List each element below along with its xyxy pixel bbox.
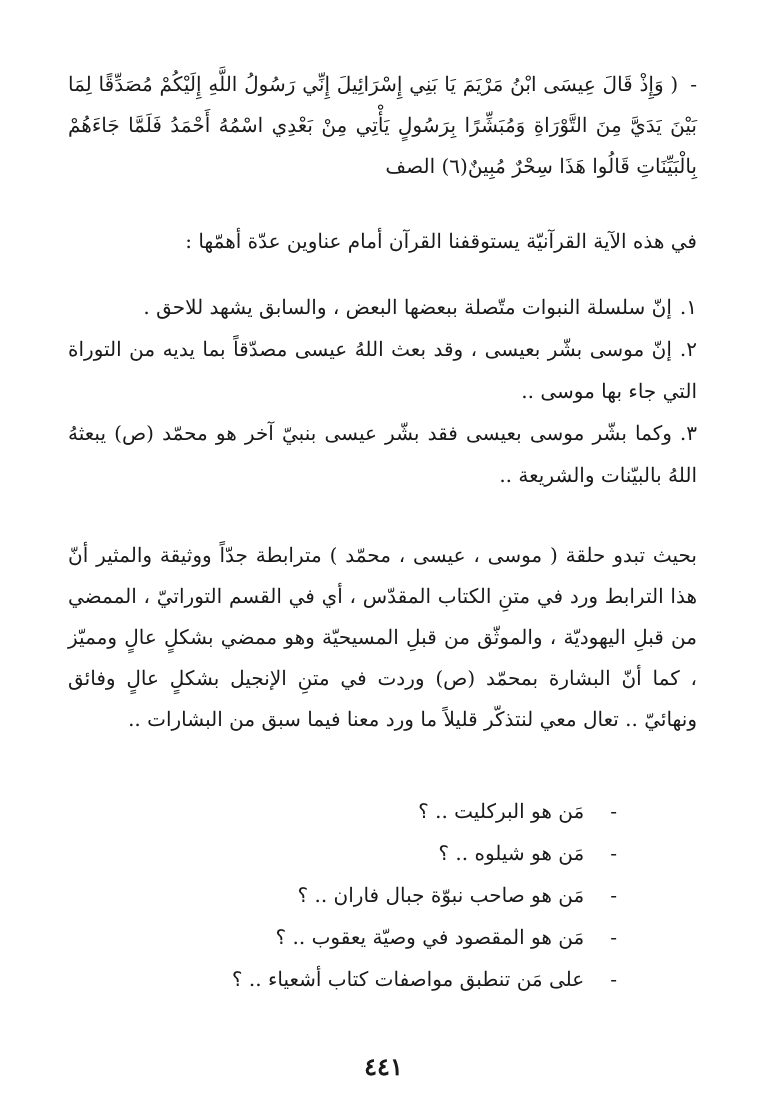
question-list [232,790,617,1000]
numbered-points [68,286,697,496]
point-text: وكما بشّر موسى بعيسى فقد بشّر عيسى بنبيّ آخر هو محمّد (ص) يبعثهُ اللهُ بالبيّنات والشريعة .. [68,421,697,487]
list-item [232,958,617,1000]
question-dash: - [610,925,617,949]
point-text: إنّ موسى بشّر بعيسى ، وقد بعث اللهُ عيسى مصدّقاً بما يديه من التوراة التي جاء بها موسى .. [68,337,697,403]
point-number: ٣. [679,421,697,445]
point-number: ٢. [679,337,697,361]
question-dash: - [610,799,617,823]
question-text: مَن هو المقصود في وصيّة يعقوب .. ؟ [275,925,585,949]
verse-dash: - [690,72,697,96]
question-text: على مَن تنطبق مواصفات كتاب أشعياء .. ؟ [231,967,585,991]
list-item [232,832,617,874]
question-dash: - [610,967,617,991]
list-item [68,328,697,412]
question-text: مَن هو البركليت .. ؟ [418,799,585,823]
list-item [68,412,697,496]
question-text: مَن هو شيلوه .. ؟ [438,841,585,865]
point-number: ١. [679,295,697,319]
question-dash: - [610,841,617,865]
point-text: إنّ سلسلة النبوات متّصلة ببعضها البعض ، والسابق يشهد للاحق . [143,295,672,319]
verse-text: ( وَإِذْ قَالَ عِيسَى ابْنُ مَرْيَمَ يَا بَنِي إِسْرَائِيلَ إِنِّي رَسُولُ اللَّهِ إِلَيْكُمْ مُصَدِّقًا لِمَا بَيْنَ يَدَيَّ مِنَ التَّوْرَاةِ وَمُبَشِّرًا بِرَسُولٍ يَأْتِي مِنْ بَعْدِي اسْمُهُ أَحْمَدُ فَلَمَّا جَاءَهُمْ بِالْبَيِّنَاتِ قَالُوا هَذَا سِحْرٌ مُبِينٌ(٦) الصف [68,72,697,178]
list-item [232,790,617,832]
list-item [232,874,617,916]
list-item [68,286,697,328]
list-item [232,916,617,958]
question-dash: - [610,883,617,907]
quran-verse [68,64,697,187]
body-paragraph: بحيث تبدو حلقة ( موسى ، عيسى ، محمّد ) مترابطة جدّاً ووثيقة والمثير أنّ هذا الترابط ورد في متنِ الكتاب المقدّس ، أي في القسم التوراتيّ ، الممضي من قبلِ اليهوديّة ، والموثّق من قبلِ المسيحيّة وهو ممضي بشكلٍ عالٍ ومميّز ، كما أنّ البشارة بمحمّد (ص) وردت في متنِ الإنجيل بشكلٍ عالٍ وفائق ونهائيّ .. تعال معي لنتذكّر قليلاً ما ورد معنا فيما سبق من البشارات .. [68,543,697,731]
question-text: مَن هو صاحب نبوّة جبال فاران .. ؟ [297,883,585,907]
page-number: ٤٤١ [364,1052,403,1081]
intro-sentence: في هذه الآية القرآنيّة يستوقفنا القرآن أمام عناوين عدّة أهمّها : [185,229,697,253]
